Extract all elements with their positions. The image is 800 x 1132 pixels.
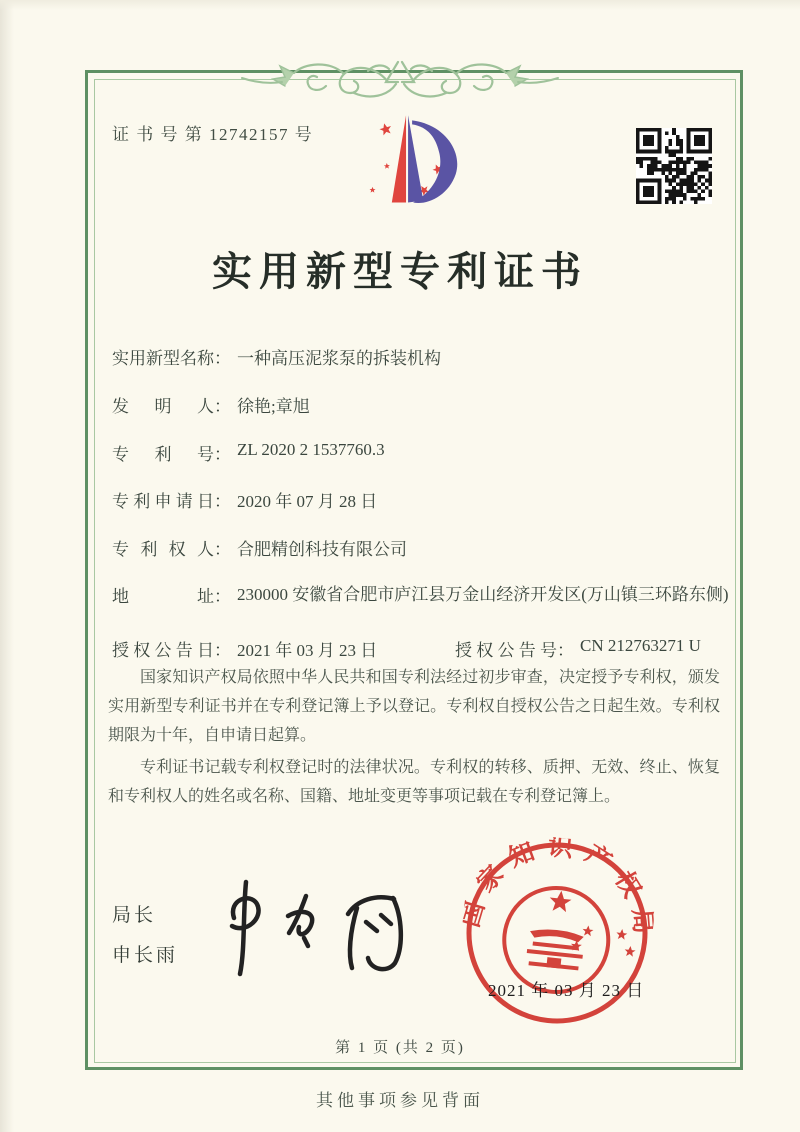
official-seal (453, 829, 662, 1038)
page-number: 第 1 页 (共 2 页) (335, 1040, 465, 1056)
field-colon: ： (214, 540, 231, 559)
field-label: 专利申请日 (112, 492, 214, 511)
field-label: 地址 (112, 587, 214, 606)
legal-text (108, 664, 720, 816)
field-label: 专利号 (112, 445, 214, 464)
field-row-filing-date (112, 487, 377, 512)
field-value: 2021 年 03 月 23 日 (237, 641, 378, 660)
grant-no-pair (455, 636, 701, 661)
scan-edge-shadow-top (0, 0, 800, 10)
field-row-grant (112, 636, 701, 661)
director-name: 申长雨 (112, 945, 179, 966)
field-value: ZL 2020 2 1537760.3 (237, 440, 385, 459)
scan-edge-shadow (0, 0, 14, 1132)
seal-date: 2021 年 03 月 23 日 (488, 981, 645, 1000)
back-side-note: 其他事项参见背面 (316, 1091, 484, 1110)
cnipa-logo-icon (333, 106, 475, 230)
field-label: 授权公告号 (455, 641, 557, 660)
certificate-number: 证 书 号 第 12742157 号 (112, 125, 314, 144)
field-row-name (112, 344, 441, 369)
field-value: 一种高压泥浆泵的拆装机构 (237, 349, 441, 368)
legal-paragraph: 国家知识产权局依照中华人民共和国专利法经过初步审查，决定授予专利权，颁发实用新型专利证书并在专利登记簿上予以登记。专利权自授权公告之日起生效。专利权期限为十年，自申请日起算。 (108, 669, 720, 744)
field-value: 合肥精创科技有限公司 (237, 540, 407, 559)
field-colon: ： (214, 587, 231, 606)
dragon-ornament-icon (238, 38, 562, 106)
field-label: 实用新型名称 (112, 349, 214, 368)
field-label: 专利权人 (112, 540, 214, 559)
field-colon: ： (214, 397, 231, 416)
certificate-title: 实用新型专利证书 (212, 249, 588, 294)
field-colon: ： (214, 492, 231, 511)
seal-text: 国家知识产权局 (456, 833, 658, 946)
director-signature (196, 870, 428, 988)
grant-date-pair (112, 636, 378, 660)
field-row-patent-no (112, 440, 385, 465)
field-value: 2020 年 07 月 28 日 (237, 492, 378, 511)
qr-code (636, 128, 712, 204)
legal-paragraph: 专利证书记载专利权登记时的法律状况。专利权的转移、质押、无效、终止、恢复和专利权人的姓名或名称、国籍、地址变更等事项记载在专利登记簿上。 (108, 759, 720, 806)
field-row-patentee (112, 535, 407, 560)
field-value: CN 212763271 U (580, 636, 701, 655)
field-colon: ： (214, 445, 231, 464)
qr-canvas (636, 128, 712, 204)
field-colon: ： (557, 641, 574, 660)
field-label: 授权公告日 (112, 641, 214, 660)
director-title: 局长 (112, 905, 157, 926)
field-label: 发明人 (112, 397, 214, 416)
field-value: 230000 安徽省合肥市庐江县万金山经济开发区(万山镇三环路东侧) (237, 585, 729, 604)
field-colon: ： (214, 641, 231, 660)
field-row-address (112, 582, 737, 608)
field-row-inventor (112, 392, 310, 417)
field-value: 徐艳;章旭 (237, 397, 310, 416)
field-colon: ： (214, 349, 231, 368)
